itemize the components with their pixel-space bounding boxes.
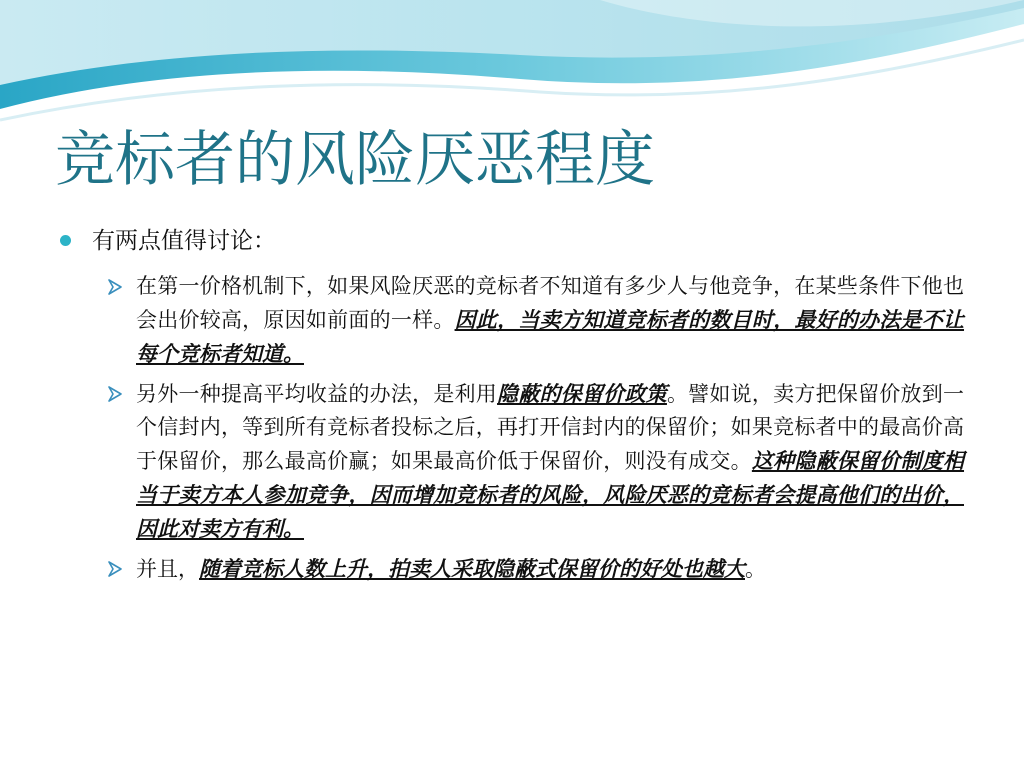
- round-bullet-icon: [60, 235, 71, 246]
- emphasized-text: 隐蔽的保留价政策: [497, 381, 667, 406]
- header-wave-decoration: [0, 0, 1024, 130]
- chevron-arrow-icon: [108, 279, 122, 295]
- plain-text: 另外一种提高平均收益的办法，是利用: [136, 382, 498, 406]
- chevron-arrow-icon: [108, 386, 122, 402]
- sub-bullet-item: [108, 270, 964, 371]
- emphasized-text: 因此，当卖方知道竞标者的数目时，最好的办法是不让每个竞标者知道。: [136, 307, 965, 366]
- sub-bullet-text: [136, 552, 964, 586]
- chevron-arrow-icon: [108, 561, 122, 577]
- slide-title: 竞标者的风险厌恶程度: [55, 125, 655, 195]
- plain-text: 在第一价格机制下，如果风险厌恶的竞标者不知道有多少人与他竞争，在某些条件下他也会出价较高，原因如前面的一样。: [136, 274, 964, 332]
- sub-bullet-text: [136, 270, 964, 371]
- emphasized-text: 这种隐蔽保留价制度相当于卖方本人参加竞争，因而增加竞标者的风险，风险厌恶的竞标者会提高他们的出价，因此对卖方有利。: [136, 448, 965, 541]
- plain-text: 。: [745, 557, 766, 581]
- intro-text: 有两点值得讨论：: [92, 228, 276, 254]
- emphasized-text: 随着竞标人数上升，拍卖人采取隐蔽式保留价的好处也越大: [199, 556, 745, 581]
- plain-text: 。譬如说，卖方把保留价放到一个信封内，等到所有竞标者投标之后，再打开信封内的保留价；如果竞标者中的最高价高于保留价，那么最高价赢；如果最高价低于保留价，则没有成交。: [136, 382, 965, 473]
- sub-bullet-item: [108, 377, 964, 546]
- level1-bullet: [62, 224, 982, 258]
- plain-text: 并且，: [136, 557, 199, 581]
- sub-bullet-list: [108, 270, 964, 592]
- sub-bullet-item: [108, 552, 964, 586]
- sub-bullet-text: [136, 377, 964, 546]
